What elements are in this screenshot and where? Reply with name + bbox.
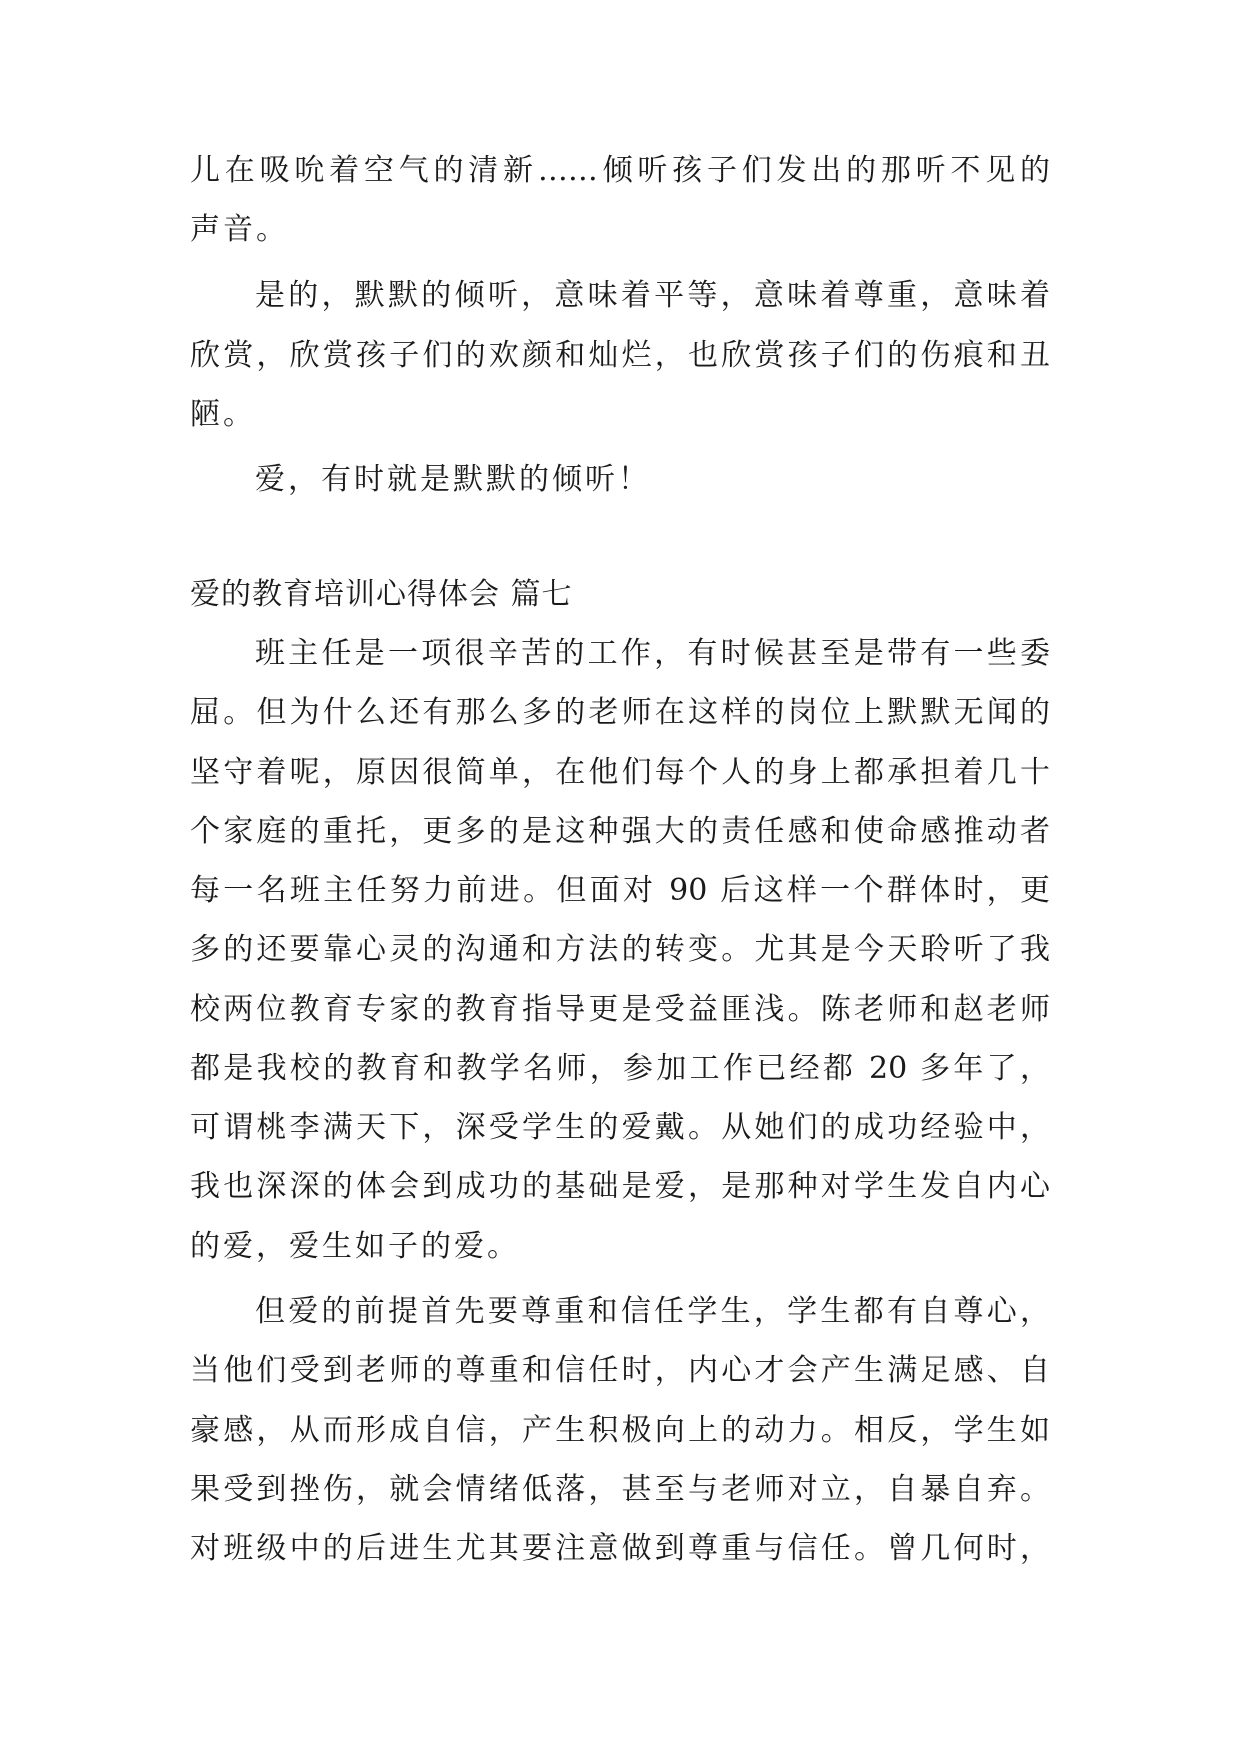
section-heading: 爱的教育培训心得体会 篇七 [190, 577, 573, 612]
text-line: 声音。 [190, 212, 289, 247]
text-line: 可谓桃李满天下，深受学生的爱戴。从她们的成功经验中， [190, 1110, 1050, 1145]
text-line: 对班级中的后进生尤其要注意做到尊重与信任。曾几何时， [190, 1531, 1050, 1566]
text-line: 欣赏，欣赏孩子们的欢颜和灿烂，也欣赏孩子们的伤痕和丑 [190, 338, 1050, 373]
text-line: 屈。但为什么还有那么多的老师在这样的岗位上默默无闻的 [190, 695, 1050, 730]
text-line: 陋。 [190, 397, 256, 432]
text-line: 的爱，爱生如子的爱。 [190, 1229, 520, 1264]
text-line: 坚守着呢，原因很简单，在他们每个人的身上都承担着几十 [190, 755, 1050, 790]
text-line: 当他们受到老师的尊重和信任时，内心才会产生满足感、自 [190, 1353, 1050, 1388]
text-line: 校两位教育专家的教育指导更是受益匪浅。陈老师和赵老师 [190, 992, 1050, 1027]
text-line: 都是我校的教育和教学名师，参加工作已经都 20 多年了， [190, 1051, 1050, 1086]
text-line: 多的还要靠心灵的沟通和方法的转变。尤其是今天聆听了我 [190, 932, 1050, 967]
text-line: 爱，有时就是默默的倾听！ [255, 462, 651, 497]
text-line: 是的，默默的倾听，意味着平等，意味着尊重，意味着 [255, 278, 1050, 313]
text-line: 我也深深的体会到成功的基础是爱，是那种对学生发自内心 [190, 1169, 1050, 1204]
text-line: 个家庭的重托，更多的是这种强大的责任感和使命感推动者 [190, 814, 1050, 849]
text-line: 豪感，从而形成自信，产生积极向上的动力。相反，学生如 [190, 1413, 1050, 1448]
text-line: 每一名班主任努力前进。但面对 90 后这样一个群体时，更 [190, 873, 1050, 908]
text-line: 果受到挫伤，就会情绪低落，甚至与老师对立，自暴自弃。 [190, 1472, 1050, 1507]
text-line: 但爱的前提首先要尊重和信任学生，学生都有自尊心， [255, 1294, 1050, 1329]
text-line: 儿在吸吮着空气的清新……倾听孩子们发出的那听不见的 [190, 153, 1050, 188]
text-line: 班主任是一项很辛苦的工作，有时候甚至是带有一些委 [255, 636, 1050, 671]
